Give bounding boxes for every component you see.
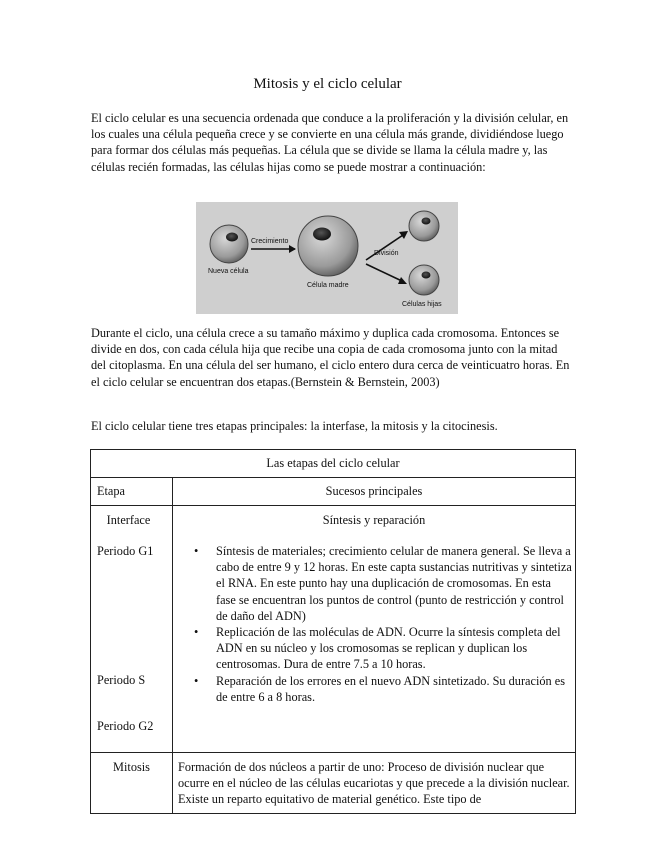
label-division: División: [374, 250, 399, 257]
interface-stage-cell: [91, 506, 173, 753]
interface-events-cell: [173, 506, 576, 753]
page-title: Mitosis y el ciclo celular: [253, 76, 402, 92]
label-mother-cell: Célula madre: [307, 282, 349, 289]
intro-paragraph: El ciclo celular es una secuencia ordenada que conduce a la proliferación y la división celular, en los cuales una célula pequeña crece y se convierte en una célula más grande, dividiéndose luego para formar dos células más pequeñas. La célula que se divide se llama la célula madre y, las células recién formadas, las células hijas como se puede mostrar a continuación:: [91, 111, 569, 174]
list-item: • Replicación de las moléculas de ADN. Ocurre la síntesis completa del ADN en su núcleo y los cromosomas se replican y duplican los centrosomas. Dura de entre 7.5 a 10 horas.: [173, 624, 573, 673]
mitosis-label: Mitosis: [91, 753, 173, 814]
daughter-cell-bottom: [409, 265, 439, 295]
daughter-cell-top: [409, 211, 439, 241]
during-paragraph: Durante el ciclo, una célula crece a su tamaño máximo y duplica cada cromosoma. Entonces se divide en dos, con cada célula hija que recibe una copia de cada cromosoma junto con la mitad del citoplasma. En una célula del ser humano, el ciclo entero dura cerca de veinticuatro horas. En el ciclo celular se encuentran dos etapas.(Bernstein & Bernstein, 2003): [91, 326, 570, 389]
s-label: Periodo S: [97, 673, 146, 687]
mitosis-text: Formación de dos núcleos a partir de uno: Proceso de división nuclear que ocurre en el núcleo de las células eucariotas y que precede a la división nuclear. Existe un reparto equitativo de material genético. Este tipo de: [173, 753, 576, 814]
interface-events-list: [173, 543, 573, 705]
new-cell: [210, 225, 248, 263]
cell-cycle-table: [90, 449, 576, 814]
column-header-stage: Etapa: [91, 478, 173, 506]
g2-label: Periodo G2: [97, 719, 154, 733]
label-new-cell: Nueva célula: [208, 268, 249, 275]
cell-cycle-figure: [196, 202, 458, 314]
table-caption: Las etapas del ciclo celular: [91, 450, 576, 478]
mother-cell: [298, 216, 358, 276]
label-daughter-cells: Células hijas: [402, 301, 442, 308]
label-growth: Crecimiento: [251, 238, 289, 245]
list-item: • Reparación de los errores en el nuevo ADN sintetizado. Su duración es de entre 6 a 8 horas.: [173, 673, 573, 705]
list-item: • Síntesis de materiales; crecimiento celular de manera general. Se lleva a cabo de entre 9 y 12 horas. En este capta sustancias nutritivas y sintetiza el RNA. En este punto hay una duplicación de cromosomas. En esta fase se encuentran los puntos de control (punto de restricción y control de daño del ADN): [173, 543, 573, 624]
interface-summary: Síntesis y reparación: [322, 513, 426, 527]
interface-label: Interface: [106, 513, 151, 527]
stages-paragraph: El ciclo celular tiene tres etapas principales: la interfase, la mitosis y la citocinesis.: [91, 419, 498, 433]
g1-label: Periodo G1: [97, 544, 154, 558]
column-header-events: Sucesos principales: [173, 478, 576, 506]
